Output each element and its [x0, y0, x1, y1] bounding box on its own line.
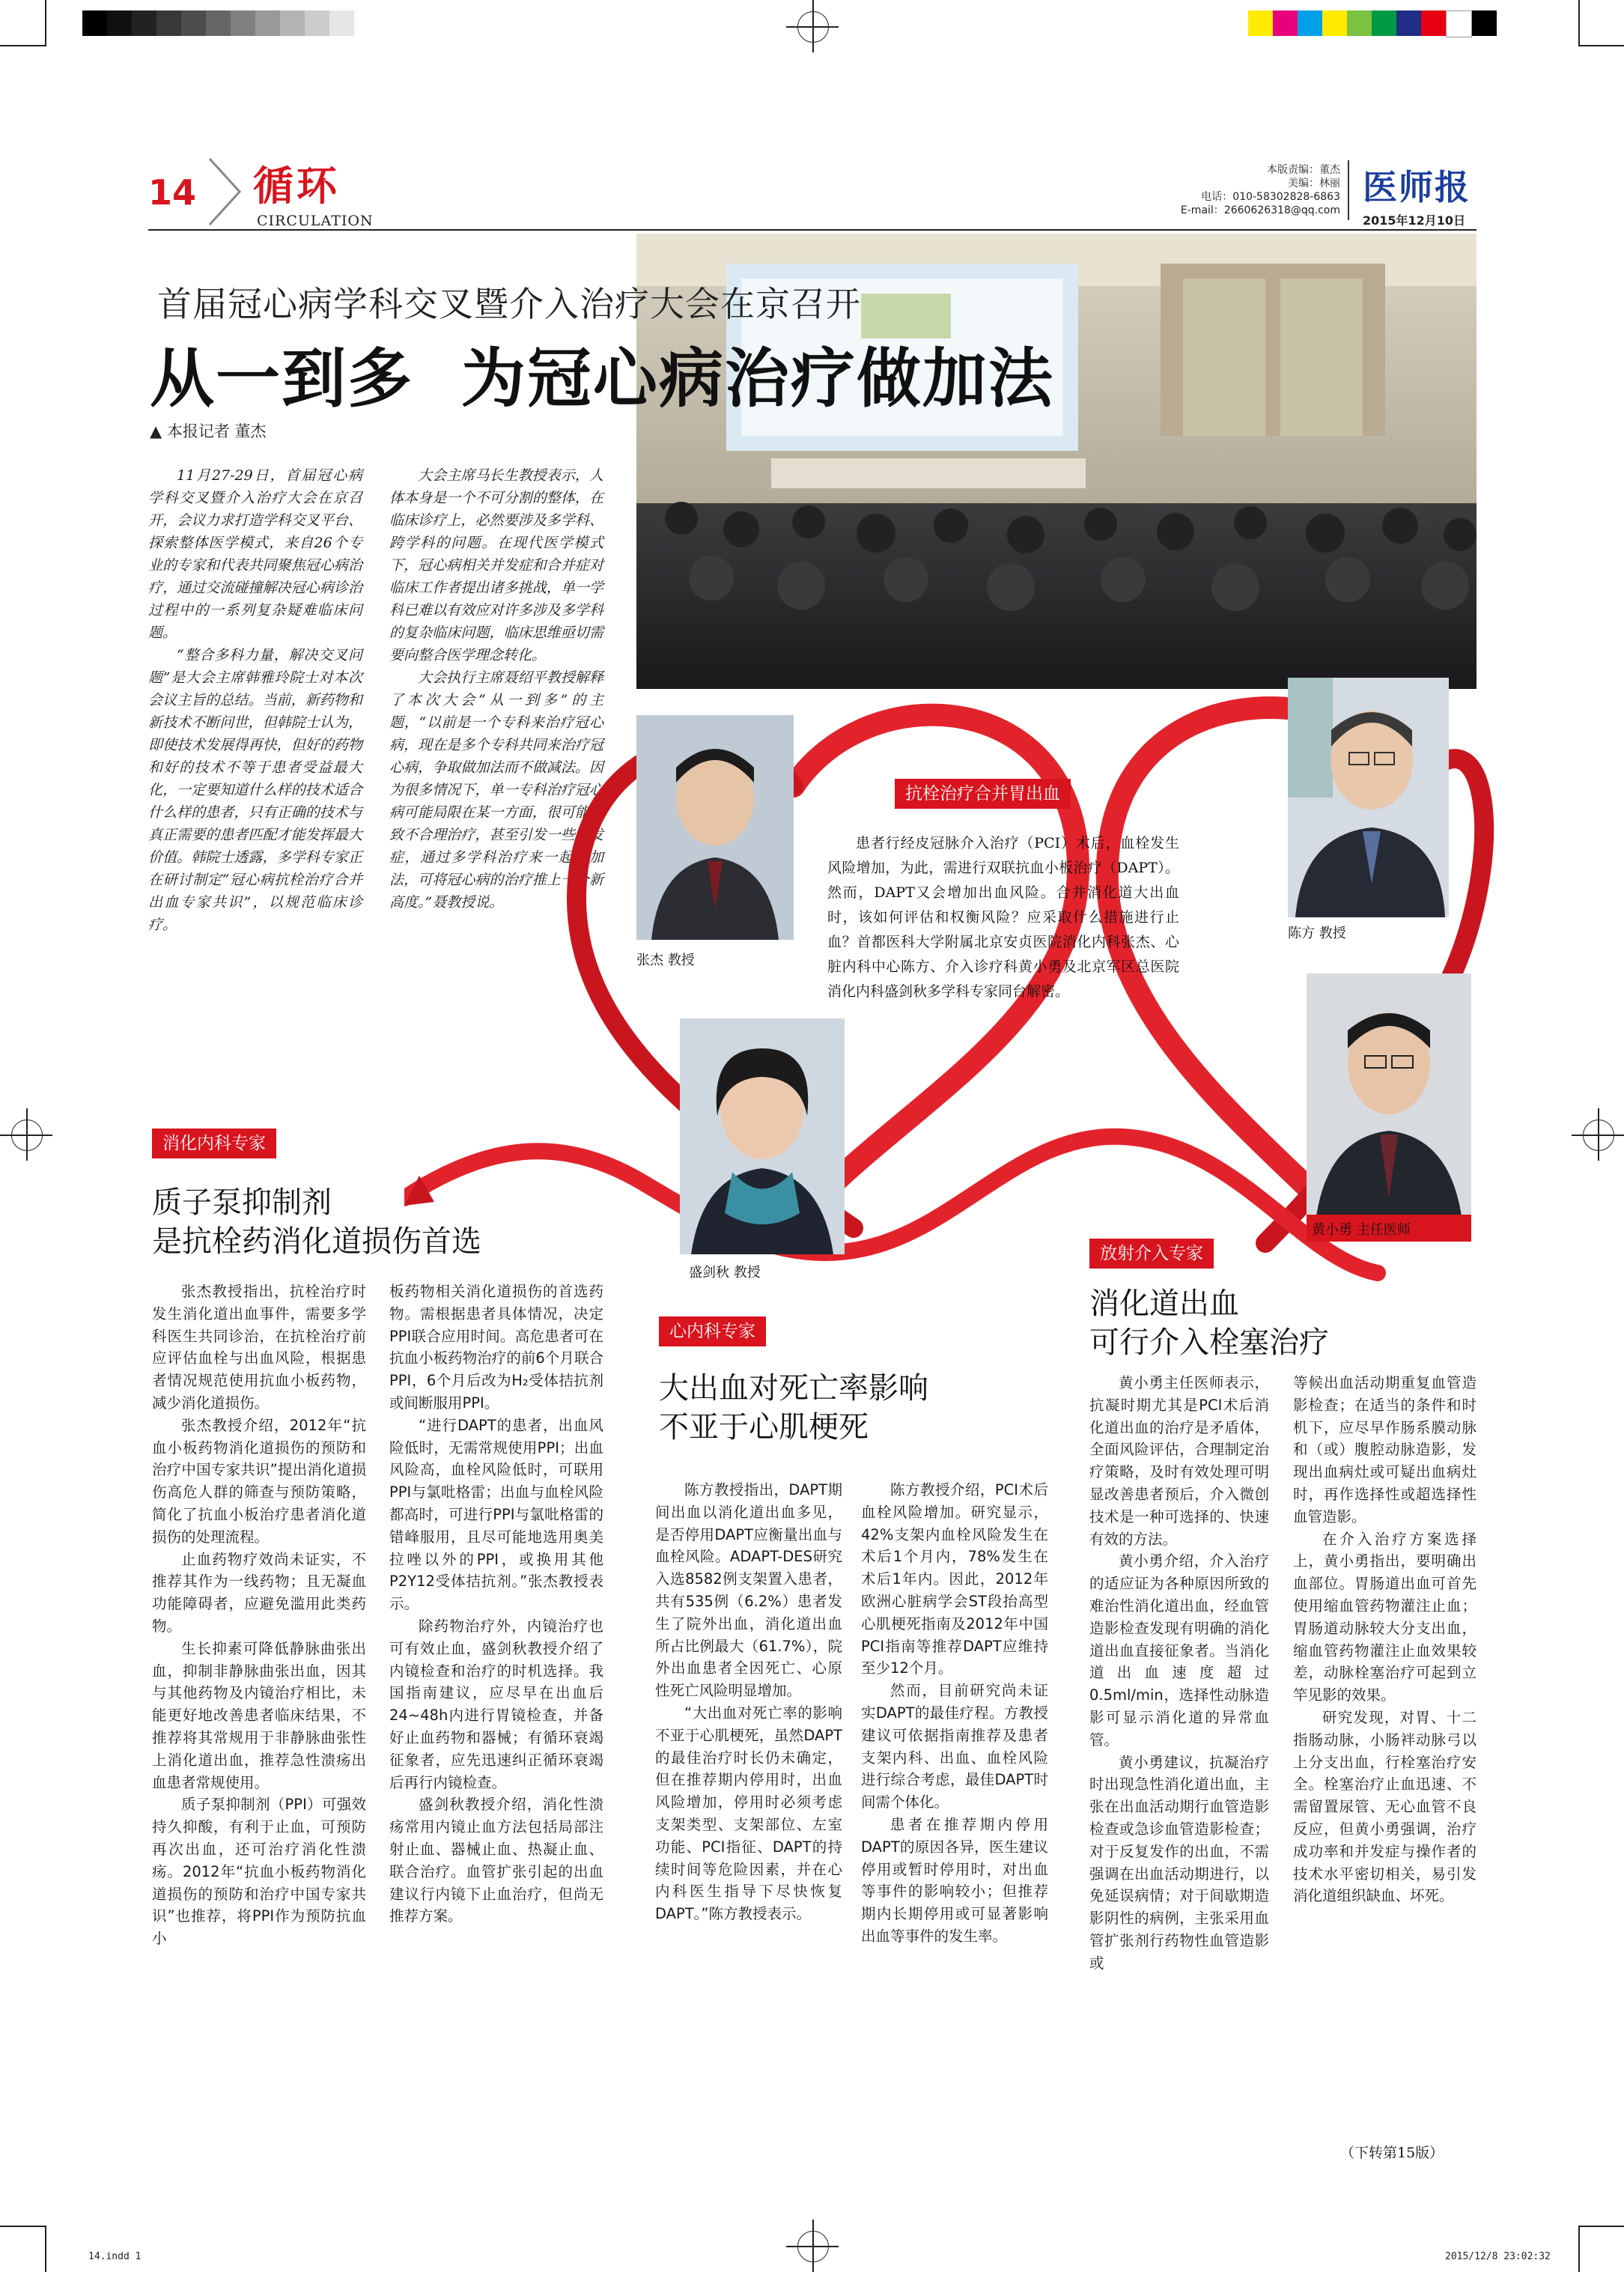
color-swatch	[1472, 10, 1497, 36]
color-swatch	[1298, 10, 1322, 36]
caption-zhang: 张杰 教授	[636, 953, 695, 968]
color-swatch	[1322, 10, 1347, 36]
paragraph: 11月27-29日，首届冠心病学科交叉暨介入治疗大会在京召开，会议力求打造学科交叉平台、探索整体医学模式，来自26个专业的专家和代表共同聚焦冠心病治疗，通过交流碰撞解决冠心病诊治过程中的一系列复杂疑难临床问题。	[148, 467, 362, 641]
issue-date: 2015年12月10日	[1363, 213, 1466, 228]
editor-credits: 本版责编：董杰 美编：林丽 电话：010-58302828-6863 E-mail：2660626318@qq.com	[1180, 164, 1340, 216]
footer-filename: 14.indd 1	[88, 2251, 142, 2262]
color-swatch	[1372, 10, 1396, 36]
crop-mark	[1578, 2226, 1580, 2272]
article-byline: ▲ 本报记者 董杰	[150, 422, 267, 440]
gray-swatch	[132, 10, 156, 36]
registration-mark-top	[786, 0, 839, 52]
portrait-sheng-jianqiu	[680, 1018, 845, 1254]
registration-mark-left	[0, 1108, 52, 1161]
grayscale-calibration-bar	[82, 10, 354, 36]
gray-swatch	[280, 10, 305, 36]
middle-story-tag: 心内科专家	[659, 1316, 766, 1346]
color-swatch	[1421, 10, 1446, 36]
caption-chen: 陈方 教授	[1288, 926, 1346, 941]
left-story-tag: 消化内科专家	[152, 1129, 276, 1158]
right-story-tag: 放射介入专家	[1089, 1239, 1214, 1269]
gray-swatch	[255, 10, 280, 36]
callout-text: 患者行经皮冠脉介入治疗（PCI）术后，血栓发生风险增加，为此，需进行双联抗血小板治疗（DAPT）。然而，DAPT又会增加出血风险。合并消化道大出血时，该如何评估和权衡风险？应采取什么措施进行止血？首都医科大学附属北京安贞医院消化内科张杰、心脏内科中心陈方、介入诊疗科黄小勇及北京军区总医院消化内科盛剑秋多学科专家同台解密。	[827, 835, 1179, 1000]
portrait-chen-fang	[1288, 678, 1449, 917]
footer-timestamp: 2015/12/8 23:02:32	[1445, 2251, 1551, 2262]
gray-swatch	[156, 10, 181, 36]
article-headline: 从一到多 为冠心病治疗做加法	[150, 341, 1054, 416]
crop-mark	[1578, 0, 1580, 46]
color-swatch	[1396, 10, 1421, 36]
article-intro-col1	[148, 464, 362, 936]
color-swatch	[1248, 10, 1273, 36]
header-divider	[1348, 160, 1349, 220]
crop-mark	[45, 2226, 46, 2272]
section-title-en: CIRCULATION	[257, 213, 374, 229]
color-swatch	[1347, 10, 1372, 36]
crop-mark	[1578, 45, 1624, 46]
paragraph: 大会执行主席聂绍平教授解释了本次大会“从一到多”的主题，“以前是一个专科来治疗冠心病，现在是多个专科共同来治疗冠心病，争取做加法而不做减法。因为很多情况下，单一专科治疗冠心病可能局限在某一方面，很可能导致不合理治疗，甚至引发一些并发症，通过多学科治疗来一起做加法，可将冠心病的治疗推上一个新高度。”聂教授说。	[389, 669, 603, 911]
portrait-huang-xiaoyong	[1307, 974, 1471, 1236]
paragraph: 大会主席马长生教授表示，人体本身是一个不可分割的整体，在临床诊疗上，必然要涉及多学科、跨学科的问题。在现代医学模式下，冠心病相关并发症和合并症对临床工作者提出诸多挑战，单一学科已难以有效应对许多涉及多学科的复杂临床问题，临床思维亟切需要向整合医学理念转化。	[389, 467, 603, 663]
caption-huang: 黄小勇 主任医师	[1312, 1222, 1411, 1238]
newspaper-logo: 医师报	[1363, 167, 1471, 207]
right-story-col1: 黄小勇主任医师表示，抗凝时期尤其是PCI术后消化道出血的治疗是矛盾体，全面风险评估，合理制定治疗策略，及时有效处理可明显改善患者预后，介入微创技术是一种可选择的、快速有效的方法。 黄小勇介绍，介入治疗的适应证为各种原因所致的难治性消化道出血，经血管造影检查发现有明确的消化道出血直接征象者。当消化道出血速度超过0.5ml/min，选择性动脉造影可显示消化道的异常血管。 黄小勇建议，抗凝治疗时出现急性消化道出血，主张在出血活动期行血管造影检查或急诊血管造影检查；对于反复发作的出血，不需强调在出血活动期进行，以免延误病情；对于间歇期造影阴性的病例，主张采用血管扩张剂行药物性血管造影或	[1089, 1374, 1269, 1972]
left-story-col2: 板药物相关消化道损伤的首选药物。需根据患者具体情况，决定PPI联合应用时间。高危患者可在抗血小板药物治疗的前6个月联合PPI，6个月后改为H₂受体拮抗剂或间断服用PPI。 “进行DAPT的患者，出血风险低时，无需常规使用PPI；出血风险高，血栓风险低时，可联用PPI与氯吡格雷；出血与血栓风险都高时，可进行PPI与氯吡格雷的错峰服用，且尽可能地选用奥美拉唑以外的PPI，或换用其他P2Y12受体拮抗剂。”张杰教授表示。 除药物治疗外，内镜治疗也可有效止血，盛剑秋教授介绍了内镜检查和治疗的时机选择。我国指南建议，应尽早在出血后24~48h内进行胃镜检查，并备好止血药物和器械；有循环衰竭征象者，应先迅速纠正循环衰竭后再行内镜检查。 盛剑秋教授介绍，消化性溃疡常用内镜止血方法包括局部注射止血、器械止血、热凝止血、联合治疗。血管扩张引起的出血建议行内镜下止血治疗，但尚无推荐方案。	[389, 1283, 603, 1925]
header-rule	[148, 229, 1476, 231]
right-story-col2: 等候出血活动期重复血管造影检查；在适当的条件和时机下，应尽早作肠系膜动脉和（或）腹腔动脉造影，发现出血病灶或可疑出血病灶时，再作选择性或超选择性血管造影。 在介入治疗方案选择上，黄小勇指出，要明确出血部位。胃肠道出血可首先使用缩血管药物灌注止血；胃肠道动脉较大分支出血，缩血管药物灌注止血效果较差，动脉栓塞治疗可起到立竿见影的效果。 研究发现，对胃、十二指肠动脉，小肠袢动脉弓以上分支出血，行栓塞治疗安全。栓塞治疗止血迅速、不需留置尿管、无心血管不良反应，但黄小勇强调，治疗成功率和并发症与操作者的技术水平密切相关，易引发消化道组织缺血、坏死。	[1293, 1374, 1476, 1905]
gray-swatch	[181, 10, 206, 36]
portrait-zhang-jie	[636, 715, 794, 940]
gray-swatch	[107, 10, 132, 36]
page-number: 14	[148, 172, 197, 213]
gray-swatch	[305, 10, 329, 36]
color-swatch	[1446, 10, 1472, 37]
left-story-col1: 张杰教授指出，抗栓治疗时发生消化道出血事件，需要多学科医生共同诊治，在抗栓治疗前应评估血栓与出血风险，根据患者情况规范使用抗血小板药物，减少消化道损伤。 张杰教授介绍，2012年“抗血小板药物消化道损伤的预防和治疗中国专家共识”提出消化道损伤高危人群的筛查与预防策略，简化了抗血小板治疗患者消化道损伤的处理流程。 止血药物疗效尚未证实，不推荐其作为一线药物；且无凝血功能障碍者，应避免滥用此类药物。 生长抑素可降低静脉曲张出血，抑制非静脉曲张出血，因其与其他药物及内镜治疗相比，未能更好地改善患者临床结果，不推荐将其常规用于非静脉曲张性上消化道出血，推荐急性溃疡出血患者常规使用。 质子泵抑制剂（PPI）可强效持久抑酸，有利于止血，可预防再次出血，还可治疗消化性溃疡。2012年“抗血小板药物消化道损伤的预防和治疗中国专家共识”也推荐，将PPI作为预防抗血小	[152, 1283, 366, 1948]
paragraph: “整合多科力量，解决交叉问题”是大会主席韩雅玲院士对本次会议主旨的总结。当前，新药物和新技术不断问世，但韩院士认为，即使技术发展得再快，但好的药物和好的技术不等于患者受益最大化，一定要知道什么样的技术适合什么样的患者，只有正确的技术与真正需要的患者匹配才能发挥最大价值。韩院士透露，多学科专家正在研讨制定“冠心病抗栓治疗合并出血专家共识”，以规范临床诊疗。	[148, 647, 362, 933]
color-swatch	[1273, 10, 1298, 36]
middle-story-title: 大出血对死亡率影响 不亚于心肌梗死	[659, 1371, 928, 1445]
gray-swatch	[82, 10, 107, 36]
left-story-title: 质子泵抑制剂 是抗栓药消化道损伤首选	[152, 1185, 481, 1259]
right-story-title: 消化道出血 可行介入栓塞治疗	[1089, 1287, 1329, 1360]
continued-notice: （下转第15版）	[1340, 2145, 1444, 2161]
gray-swatch	[231, 10, 255, 36]
color-calibration-bar	[1248, 10, 1497, 36]
registration-mark-bottom	[786, 2220, 839, 2272]
gray-swatch	[329, 10, 354, 36]
section-title: 循环	[253, 162, 340, 210]
middle-story-col2: 陈方教授介绍，PCI术后血栓风险增加。研究显示，42%支架内血栓风险发生在术后1个月内，78%发生在术后1年内。因此，2012年欧洲心脏病学会ST段抬高型心肌梗死指南及2012年中国PCI指南等推荐DAPT应维持至少12个月。 然而，目前研究尚未证实DAPT的最佳疗程。方教授建议可依据指南推荐及患者支架内科、出血、血栓风险进行综合考虑，最佳DAPT时间需个体化。 患者在推荐期内停用DAPT的原因各异，医生建议停用或暂时停用时，对出血等事件的影响较小；但推荐期内长期停用或可显著影响出血等事件的发生率。	[861, 1481, 1048, 1945]
crop-mark	[0, 2226, 46, 2227]
registration-mark-right	[1572, 1108, 1624, 1161]
gray-swatch	[206, 10, 231, 36]
middle-story-col1: 陈方教授指出，DAPT期间出血以消化道出血多见，是否停用DAPT应衡量出血与血栓风险。ADAPT-DES研究入选8582例支架置入患者，共有535例（6.2%）患者发生了院外出血，消化道出血所占比例最大（61.7%），院外出血患者全因死亡、心原性死亡风险明显增加。 “大出血对死亡率的影响不亚于心肌梗死，虽然DAPT的最佳治疗时长仍未确定，但在推荐期内停用时，出血风险增加，停用时必须考虑支架类型、支架部位、左室功能、PCI指征、DAPT的持续时间等危险因素，并在心内科医生指导下尽快恢复DAPT。”陈方教授表示。	[655, 1481, 842, 1923]
callout-tag: 抗栓治疗合并胃出血	[895, 779, 1071, 809]
crop-mark	[1578, 2226, 1624, 2227]
crop-mark	[45, 0, 46, 46]
chevron-icon	[204, 154, 249, 229]
caption-sheng: 盛剑秋 教授	[689, 1265, 761, 1281]
article-kicker: 首届冠心病学科交叉暨介入治疗大会在京召开	[157, 284, 861, 324]
crop-mark	[0, 45, 46, 46]
